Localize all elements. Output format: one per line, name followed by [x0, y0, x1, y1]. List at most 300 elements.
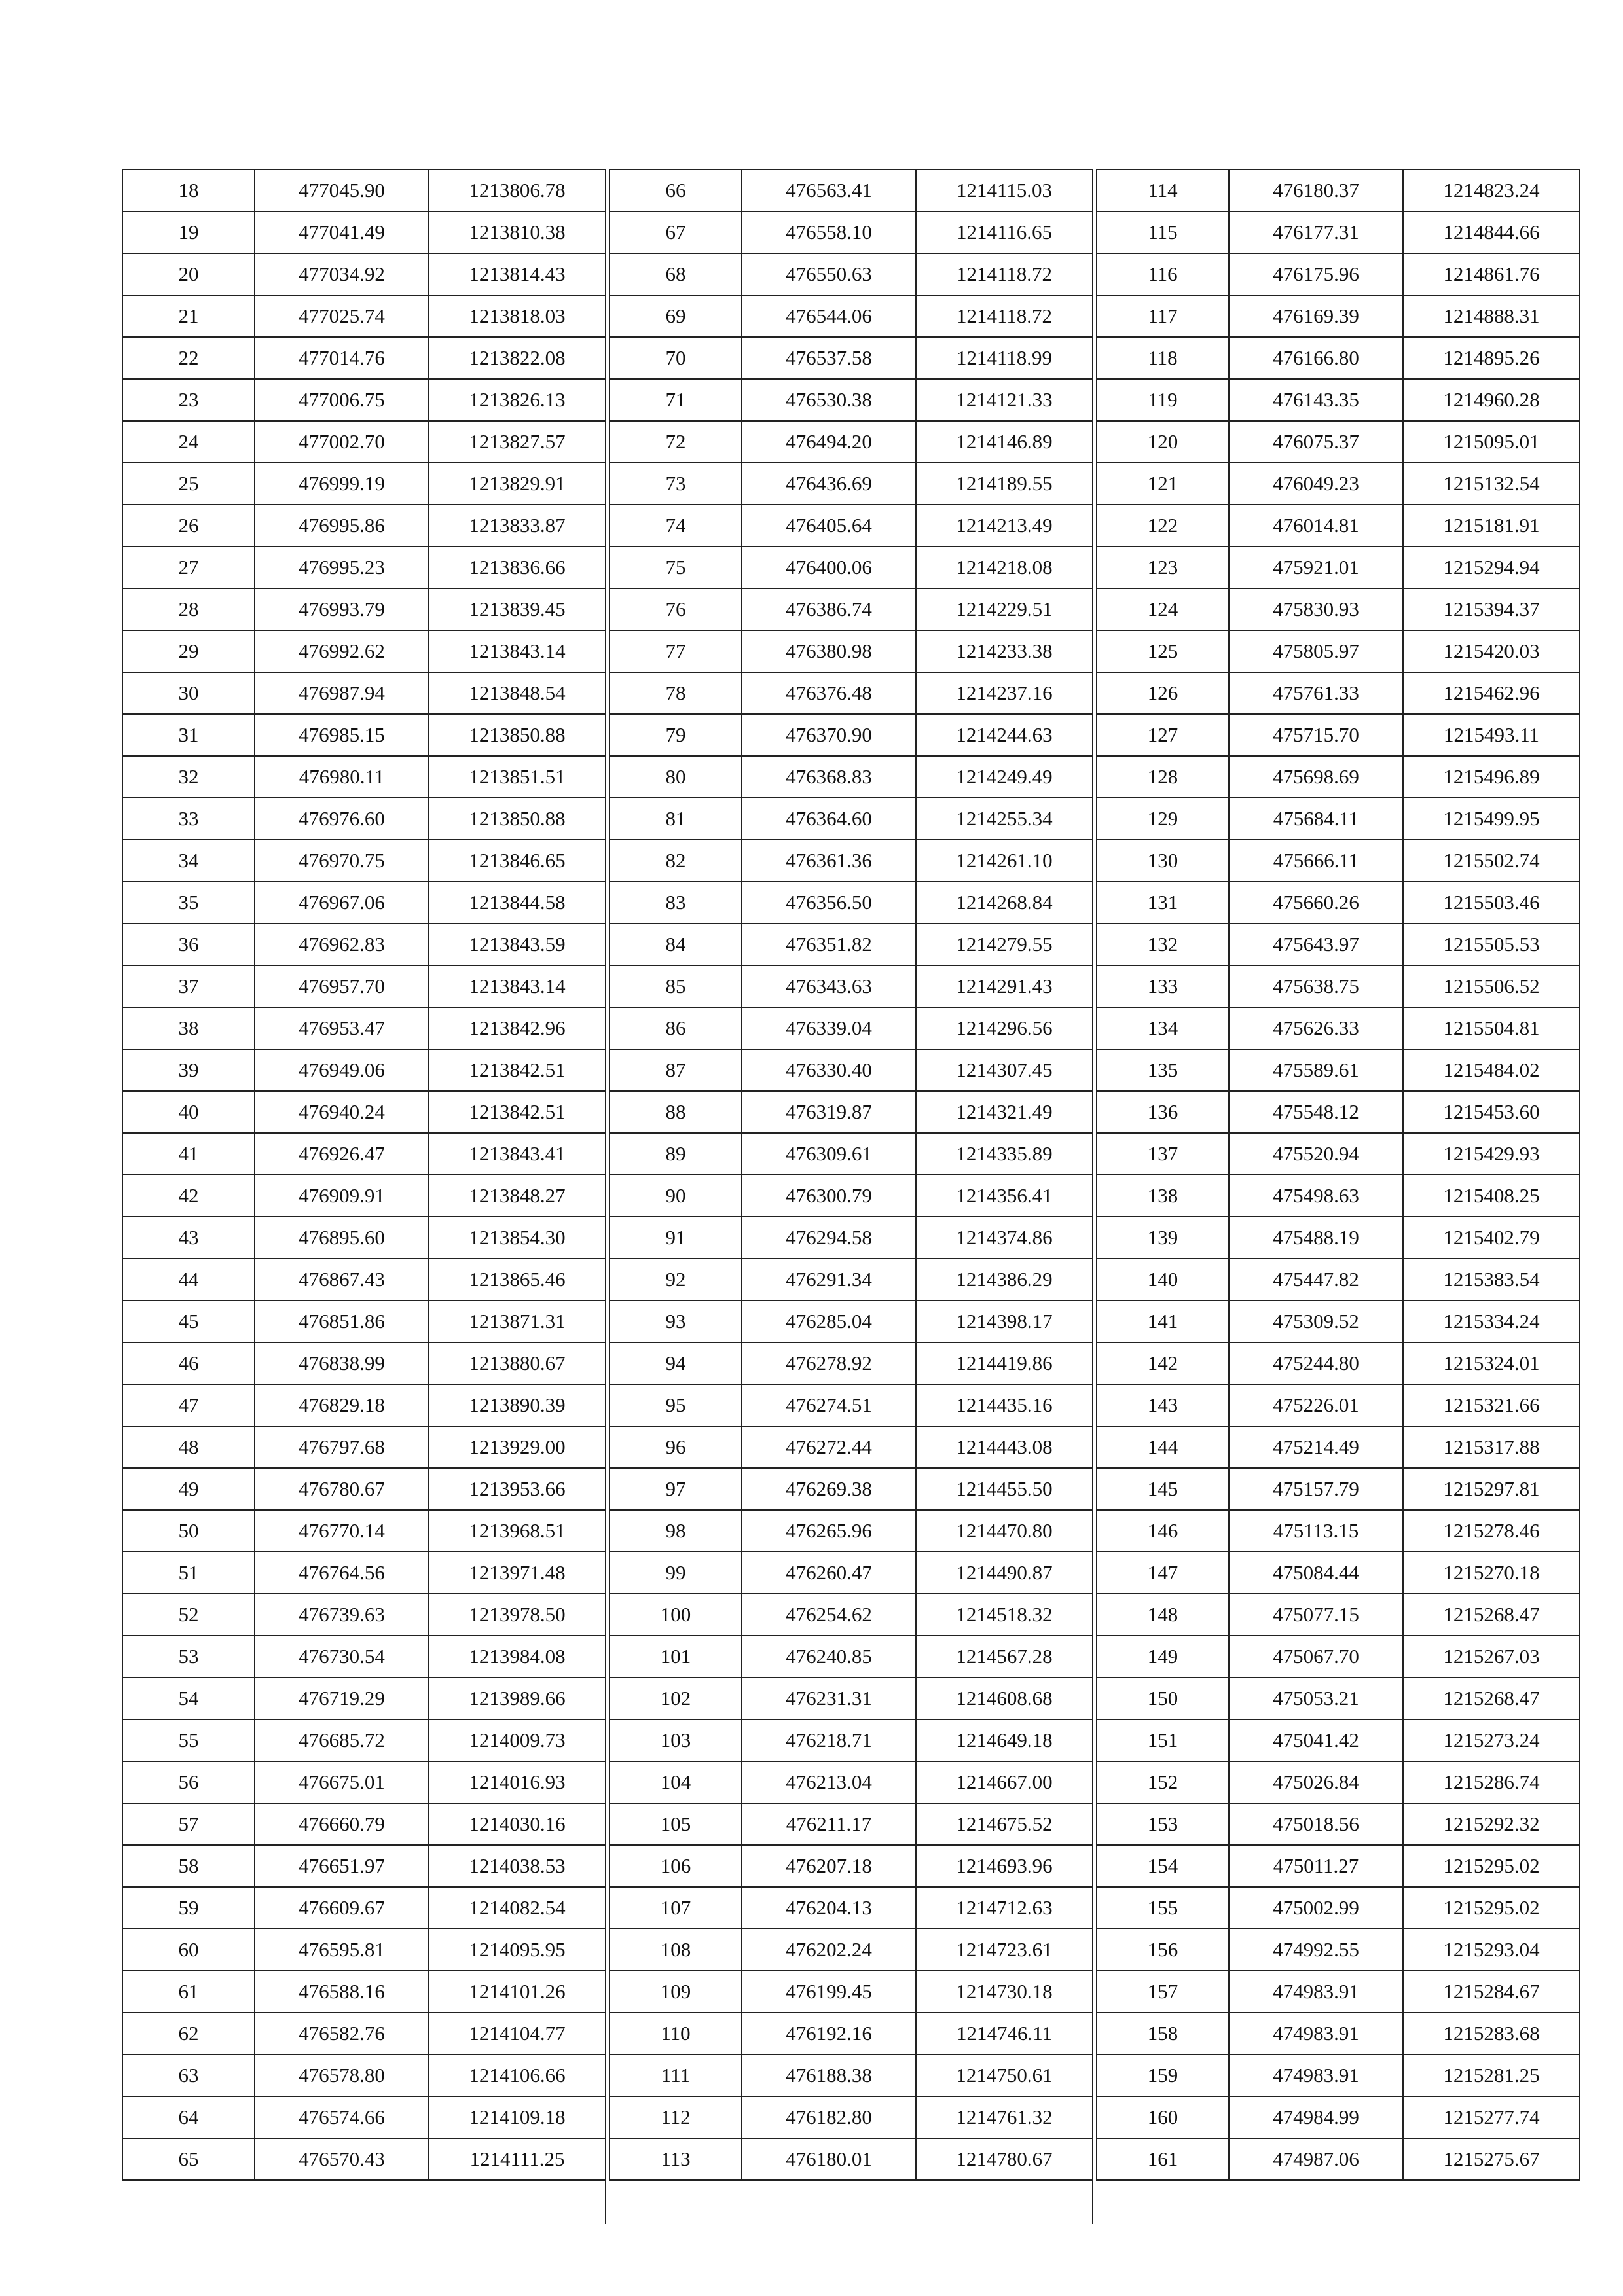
x-coordinate-cell: 474983.91 [1229, 2054, 1403, 2096]
table-row [610, 170, 1093, 211]
y-coordinate-cell: 1215504.81 [1403, 1007, 1580, 1049]
table-row [610, 1384, 1093, 1426]
y-coordinate-cell: 1214608.68 [916, 1677, 1093, 1719]
point-number-cell: 156 [1097, 1929, 1229, 1971]
y-coordinate-cell: 1214321.49 [916, 1091, 1093, 1133]
table-row [610, 1887, 1093, 1929]
x-coordinate-cell: 476343.63 [742, 965, 916, 1007]
point-number-cell: 100 [610, 1594, 742, 1636]
y-coordinate-cell: 1215278.46 [1403, 1510, 1580, 1552]
table-row [610, 714, 1093, 756]
point-number-cell: 29 [122, 630, 255, 672]
y-coordinate-cell: 1213842.51 [429, 1091, 606, 1133]
point-number-cell: 46 [122, 1342, 255, 1384]
y-coordinate-cell: 1215267.03 [1403, 1636, 1580, 1677]
point-number-cell: 38 [122, 1007, 255, 1049]
table-row [122, 882, 606, 924]
table-row [1097, 170, 1580, 211]
table-row [122, 463, 606, 505]
x-coordinate-cell: 476574.66 [255, 2096, 429, 2138]
y-coordinate-cell: 1214435.16 [916, 1384, 1093, 1426]
x-coordinate-cell: 476014.81 [1229, 505, 1403, 547]
point-number-cell: 128 [1097, 756, 1229, 798]
x-coordinate-cell: 476838.99 [255, 1342, 429, 1384]
x-coordinate-cell: 476985.15 [255, 714, 429, 756]
point-number-cell: 72 [610, 421, 742, 463]
y-coordinate-cell: 1214118.72 [916, 295, 1093, 337]
x-coordinate-cell: 476291.34 [742, 1259, 916, 1300]
x-coordinate-cell: 476609.67 [255, 1887, 429, 1929]
x-coordinate-cell: 476436.69 [742, 463, 916, 505]
table-row [1097, 924, 1580, 965]
point-number-cell: 148 [1097, 1594, 1229, 1636]
x-coordinate-cell: 476530.38 [742, 379, 916, 421]
y-coordinate-cell: 1214398.17 [916, 1300, 1093, 1342]
y-coordinate-cell: 1213848.54 [429, 672, 606, 714]
table-row [1097, 1259, 1580, 1300]
point-number-cell: 102 [610, 1677, 742, 1719]
x-coordinate-cell: 477034.92 [255, 253, 429, 295]
x-coordinate-cell: 475214.49 [1229, 1426, 1403, 1468]
x-coordinate-cell: 475113.15 [1229, 1510, 1403, 1552]
point-number-cell: 40 [122, 1091, 255, 1133]
x-coordinate-cell: 476274.51 [742, 1384, 916, 1426]
table-row [610, 1761, 1093, 1803]
table-row [1097, 1091, 1580, 1133]
coordinate-block-2 [609, 169, 1093, 2181]
y-coordinate-cell: 1214268.84 [916, 882, 1093, 924]
y-coordinate-cell: 1215462.96 [1403, 672, 1580, 714]
y-coordinate-cell: 1214104.77 [429, 2013, 606, 2054]
x-coordinate-cell: 476272.44 [742, 1426, 916, 1468]
table-row [610, 1175, 1093, 1217]
x-coordinate-cell: 476895.60 [255, 1217, 429, 1259]
y-coordinate-cell: 1214213.49 [916, 505, 1093, 547]
y-coordinate-cell: 1214374.86 [916, 1217, 1093, 1259]
y-coordinate-cell: 1215095.01 [1403, 421, 1580, 463]
table-row [122, 965, 606, 1007]
y-coordinate-cell: 1214118.99 [916, 337, 1093, 379]
x-coordinate-cell: 476269.38 [742, 1468, 916, 1510]
point-number-cell: 70 [610, 337, 742, 379]
y-coordinate-cell: 1213814.43 [429, 253, 606, 295]
x-coordinate-cell: 476386.74 [742, 588, 916, 630]
x-coordinate-cell: 476967.06 [255, 882, 429, 924]
y-coordinate-cell: 1215420.03 [1403, 630, 1580, 672]
x-coordinate-cell: 475638.75 [1229, 965, 1403, 1007]
table-row [1097, 1510, 1580, 1552]
y-coordinate-cell: 1215505.53 [1403, 924, 1580, 965]
point-number-cell: 161 [1097, 2138, 1229, 2180]
point-number-cell: 79 [610, 714, 742, 756]
x-coordinate-cell: 476330.40 [742, 1049, 916, 1091]
point-number-cell: 23 [122, 379, 255, 421]
x-coordinate-cell: 475589.61 [1229, 1049, 1403, 1091]
y-coordinate-cell: 1214233.38 [916, 630, 1093, 672]
y-coordinate-cell: 1214218.08 [916, 547, 1093, 588]
point-number-cell: 28 [122, 588, 255, 630]
table-row [122, 1342, 606, 1384]
y-coordinate-cell: 1215181.91 [1403, 505, 1580, 547]
table-row [1097, 337, 1580, 379]
y-coordinate-cell: 1215383.54 [1403, 1259, 1580, 1300]
table-row [1097, 463, 1580, 505]
point-number-cell: 109 [610, 1971, 742, 2013]
block-separator [1092, 169, 1093, 2224]
x-coordinate-cell: 476867.43 [255, 1259, 429, 1300]
table-row [1097, 1342, 1580, 1384]
y-coordinate-cell: 1214146.89 [916, 421, 1093, 463]
y-coordinate-cell: 1215270.18 [1403, 1552, 1580, 1594]
y-coordinate-cell: 1214249.49 [916, 756, 1093, 798]
x-coordinate-cell: 476254.62 [742, 1594, 916, 1636]
point-number-cell: 53 [122, 1636, 255, 1677]
y-coordinate-cell: 1214712.63 [916, 1887, 1093, 1929]
point-number-cell: 78 [610, 672, 742, 714]
table-row [1097, 1845, 1580, 1887]
point-number-cell: 133 [1097, 965, 1229, 1007]
y-coordinate-cell: 1214470.80 [916, 1510, 1093, 1552]
table-row [610, 1468, 1093, 1510]
table-row [122, 1049, 606, 1091]
x-coordinate-cell: 476285.04 [742, 1300, 916, 1342]
y-coordinate-cell: 1214356.41 [916, 1175, 1093, 1217]
x-coordinate-cell: 476260.47 [742, 1552, 916, 1594]
y-coordinate-cell: 1214490.87 [916, 1552, 1093, 1594]
point-number-cell: 22 [122, 337, 255, 379]
y-coordinate-cell: 1213890.39 [429, 1384, 606, 1426]
y-coordinate-cell: 1214109.18 [429, 2096, 606, 2138]
x-coordinate-cell: 476143.35 [1229, 379, 1403, 421]
y-coordinate-cell: 1213842.51 [429, 1049, 606, 1091]
table-row [122, 1803, 606, 1845]
table-row [610, 1552, 1093, 1594]
x-coordinate-cell: 476405.64 [742, 505, 916, 547]
y-coordinate-cell: 1214567.28 [916, 1636, 1093, 1677]
x-coordinate-cell: 475498.63 [1229, 1175, 1403, 1217]
x-coordinate-cell: 476202.24 [742, 1929, 916, 1971]
table-row [122, 170, 606, 211]
point-number-cell: 123 [1097, 547, 1229, 588]
table-row [610, 756, 1093, 798]
y-coordinate-cell: 1214861.76 [1403, 253, 1580, 295]
table-row [610, 1971, 1093, 2013]
table-row [122, 1468, 606, 1510]
point-number-cell: 92 [610, 1259, 742, 1300]
point-number-cell: 129 [1097, 798, 1229, 840]
y-coordinate-cell: 1213843.14 [429, 630, 606, 672]
x-coordinate-cell: 476240.85 [742, 1636, 916, 1677]
point-number-cell: 43 [122, 1217, 255, 1259]
point-number-cell: 130 [1097, 840, 1229, 882]
y-coordinate-cell: 1215268.47 [1403, 1677, 1580, 1719]
table-row [1097, 1384, 1580, 1426]
table-row [122, 798, 606, 840]
table-row [1097, 547, 1580, 588]
x-coordinate-cell: 476563.41 [742, 170, 916, 211]
point-number-cell: 41 [122, 1133, 255, 1175]
table-row [610, 882, 1093, 924]
y-coordinate-cell: 1214649.18 [916, 1719, 1093, 1761]
x-coordinate-cell: 476265.96 [742, 1510, 916, 1552]
table-row [122, 505, 606, 547]
x-coordinate-cell: 477002.70 [255, 421, 429, 463]
x-coordinate-cell: 476995.23 [255, 547, 429, 588]
x-coordinate-cell: 476294.58 [742, 1217, 916, 1259]
point-number-cell: 71 [610, 379, 742, 421]
y-coordinate-cell: 1215281.25 [1403, 2054, 1580, 2096]
x-coordinate-cell: 476351.82 [742, 924, 916, 965]
table-row [122, 588, 606, 630]
y-coordinate-cell: 1213843.59 [429, 924, 606, 965]
x-coordinate-cell: 476992.62 [255, 630, 429, 672]
x-coordinate-cell: 476926.47 [255, 1133, 429, 1175]
table-row [122, 630, 606, 672]
table-row [610, 1594, 1093, 1636]
y-coordinate-cell: 1214750.61 [916, 2054, 1093, 2096]
x-coordinate-cell: 476685.72 [255, 1719, 429, 1761]
y-coordinate-cell: 1214255.34 [916, 798, 1093, 840]
table-row [122, 1971, 606, 2013]
x-coordinate-cell: 476278.92 [742, 1342, 916, 1384]
point-number-cell: 124 [1097, 588, 1229, 630]
x-coordinate-cell: 476949.06 [255, 1049, 429, 1091]
point-number-cell: 73 [610, 463, 742, 505]
point-number-cell: 85 [610, 965, 742, 1007]
y-coordinate-cell: 1214115.03 [916, 170, 1093, 211]
point-number-cell: 62 [122, 2013, 255, 2054]
table-row [610, 588, 1093, 630]
table-row [610, 1719, 1093, 1761]
point-number-cell: 52 [122, 1594, 255, 1636]
y-coordinate-cell: 1215297.81 [1403, 1468, 1580, 1510]
point-number-cell: 60 [122, 1929, 255, 1971]
y-coordinate-cell: 1213806.78 [429, 170, 606, 211]
point-number-cell: 86 [610, 1007, 742, 1049]
point-number-cell: 34 [122, 840, 255, 882]
y-coordinate-cell: 1213968.51 [429, 1510, 606, 1552]
x-coordinate-cell: 476204.13 [742, 1887, 916, 1929]
table-row [610, 337, 1093, 379]
table-row [610, 1929, 1093, 1971]
table-row [1097, 1803, 1580, 1845]
point-number-cell: 132 [1097, 924, 1229, 965]
x-coordinate-cell: 475244.80 [1229, 1342, 1403, 1384]
x-coordinate-cell: 475226.01 [1229, 1384, 1403, 1426]
x-coordinate-cell: 476180.01 [742, 2138, 916, 2180]
y-coordinate-cell: 1215493.11 [1403, 714, 1580, 756]
y-coordinate-cell: 1213871.31 [429, 1300, 606, 1342]
y-coordinate-cell: 1213843.14 [429, 965, 606, 1007]
x-coordinate-cell: 476999.19 [255, 463, 429, 505]
table-row [1097, 1887, 1580, 1929]
x-coordinate-cell: 476544.06 [742, 295, 916, 337]
table-row [122, 756, 606, 798]
table-row [122, 1510, 606, 1552]
x-coordinate-cell: 476829.18 [255, 1384, 429, 1426]
point-number-cell: 21 [122, 295, 255, 337]
y-coordinate-cell: 1213842.96 [429, 1007, 606, 1049]
point-number-cell: 33 [122, 798, 255, 840]
point-number-cell: 113 [610, 2138, 742, 2180]
table-row [1097, 1761, 1580, 1803]
table-row [610, 253, 1093, 295]
point-number-cell: 140 [1097, 1259, 1229, 1300]
y-coordinate-cell: 1213978.50 [429, 1594, 606, 1636]
table-row [1097, 1552, 1580, 1594]
y-coordinate-cell: 1215294.94 [1403, 547, 1580, 588]
x-coordinate-cell: 474983.91 [1229, 2013, 1403, 2054]
x-coordinate-cell: 475018.56 [1229, 1803, 1403, 1845]
point-number-cell: 125 [1097, 630, 1229, 672]
x-coordinate-cell: 476211.17 [742, 1803, 916, 1845]
point-number-cell: 105 [610, 1803, 742, 1845]
y-coordinate-cell: 1213848.27 [429, 1175, 606, 1217]
table-row [1097, 1426, 1580, 1468]
x-coordinate-cell: 476739.63 [255, 1594, 429, 1636]
table-row [122, 1677, 606, 1719]
y-coordinate-cell: 1214335.89 [916, 1133, 1093, 1175]
point-number-cell: 42 [122, 1175, 255, 1217]
table-row [1097, 672, 1580, 714]
point-number-cell: 57 [122, 1803, 255, 1845]
table-row [610, 295, 1093, 337]
point-number-cell: 44 [122, 1259, 255, 1300]
x-coordinate-cell: 476494.20 [742, 421, 916, 463]
x-coordinate-cell: 475053.21 [1229, 1677, 1403, 1719]
y-coordinate-cell: 1213953.66 [429, 1468, 606, 1510]
y-coordinate-cell: 1214016.93 [429, 1761, 606, 1803]
y-coordinate-cell: 1214189.55 [916, 463, 1093, 505]
x-coordinate-cell: 476558.10 [742, 211, 916, 253]
y-coordinate-cell: 1215283.68 [1403, 2013, 1580, 2054]
x-coordinate-cell: 475447.82 [1229, 1259, 1403, 1300]
point-number-cell: 96 [610, 1426, 742, 1468]
x-coordinate-cell: 476976.60 [255, 798, 429, 840]
table-row [610, 1259, 1093, 1300]
point-number-cell: 116 [1097, 253, 1229, 295]
table-row [1097, 295, 1580, 337]
x-coordinate-cell: 475309.52 [1229, 1300, 1403, 1342]
table-row [122, 1091, 606, 1133]
x-coordinate-cell: 476995.86 [255, 505, 429, 547]
point-number-cell: 110 [610, 2013, 742, 2054]
x-coordinate-cell: 476177.31 [1229, 211, 1403, 253]
x-coordinate-cell: 476660.79 [255, 1803, 429, 1845]
table-row [1097, 798, 1580, 840]
table-row [610, 2138, 1093, 2180]
y-coordinate-cell: 1213854.30 [429, 1217, 606, 1259]
y-coordinate-cell: 1214667.00 [916, 1761, 1093, 1803]
x-coordinate-cell: 476376.48 [742, 672, 916, 714]
x-coordinate-cell: 476300.79 [742, 1175, 916, 1217]
point-number-cell: 126 [1097, 672, 1229, 714]
y-coordinate-cell: 1214111.25 [429, 2138, 606, 2180]
y-coordinate-cell: 1213833.87 [429, 505, 606, 547]
y-coordinate-cell: 1214518.32 [916, 1594, 1093, 1636]
y-coordinate-cell: 1215429.93 [1403, 1133, 1580, 1175]
y-coordinate-cell: 1215295.02 [1403, 1845, 1580, 1887]
point-number-cell: 152 [1097, 1761, 1229, 1803]
y-coordinate-cell: 1214106.66 [429, 2054, 606, 2096]
table-row [1097, 253, 1580, 295]
table-row [1097, 2054, 1580, 2096]
point-number-cell: 122 [1097, 505, 1229, 547]
y-coordinate-cell: 1214723.61 [916, 1929, 1093, 1971]
y-coordinate-cell: 1215408.25 [1403, 1175, 1580, 1217]
x-coordinate-cell: 476207.18 [742, 1845, 916, 1887]
y-coordinate-cell: 1213850.88 [429, 714, 606, 756]
table-row [610, 924, 1093, 965]
point-number-cell: 31 [122, 714, 255, 756]
table-row [122, 1300, 606, 1342]
table-row [122, 924, 606, 965]
point-number-cell: 154 [1097, 1845, 1229, 1887]
x-coordinate-cell: 476940.24 [255, 1091, 429, 1133]
point-number-cell: 39 [122, 1049, 255, 1091]
table-row [122, 337, 606, 379]
y-coordinate-cell: 1214419.86 [916, 1342, 1093, 1384]
point-number-cell: 88 [610, 1091, 742, 1133]
y-coordinate-cell: 1214116.65 [916, 211, 1093, 253]
point-number-cell: 131 [1097, 882, 1229, 924]
table-row [610, 1677, 1093, 1719]
y-coordinate-cell: 1215273.24 [1403, 1719, 1580, 1761]
table-row [1097, 379, 1580, 421]
y-coordinate-cell: 1214038.53 [429, 1845, 606, 1887]
x-coordinate-cell: 476199.45 [742, 1971, 916, 2013]
point-number-cell: 157 [1097, 1971, 1229, 2013]
table-row [610, 379, 1093, 421]
table-row [1097, 1719, 1580, 1761]
point-number-cell: 77 [610, 630, 742, 672]
point-number-cell: 139 [1097, 1217, 1229, 1259]
table-row [1097, 1007, 1580, 1049]
table-row [1097, 840, 1580, 882]
point-number-cell: 35 [122, 882, 255, 924]
x-coordinate-cell: 476780.67 [255, 1468, 429, 1510]
point-number-cell: 30 [122, 672, 255, 714]
x-coordinate-cell: 477041.49 [255, 211, 429, 253]
point-number-cell: 82 [610, 840, 742, 882]
y-coordinate-cell: 1214296.56 [916, 1007, 1093, 1049]
y-coordinate-cell: 1214780.67 [916, 2138, 1093, 2180]
table-row [122, 253, 606, 295]
x-coordinate-cell: 475077.15 [1229, 1594, 1403, 1636]
table-row [122, 1133, 606, 1175]
point-number-cell: 49 [122, 1468, 255, 1510]
table-row [122, 672, 606, 714]
table-row [1097, 1175, 1580, 1217]
point-number-cell: 151 [1097, 1719, 1229, 1761]
x-coordinate-cell: 477025.74 [255, 295, 429, 337]
table-row [122, 1761, 606, 1803]
y-coordinate-cell: 1214237.16 [916, 672, 1093, 714]
point-number-cell: 26 [122, 505, 255, 547]
point-number-cell: 146 [1097, 1510, 1229, 1552]
y-coordinate-cell: 1215334.24 [1403, 1300, 1580, 1342]
table-row [122, 1259, 606, 1300]
point-number-cell: 103 [610, 1719, 742, 1761]
point-number-cell: 61 [122, 1971, 255, 2013]
x-coordinate-cell: 475684.11 [1229, 798, 1403, 840]
x-coordinate-cell: 475660.26 [1229, 882, 1403, 924]
x-coordinate-cell: 476166.80 [1229, 337, 1403, 379]
x-coordinate-cell: 476582.76 [255, 2013, 429, 2054]
table-row [122, 1426, 606, 1468]
table-row [610, 1510, 1093, 1552]
table-row [122, 1719, 606, 1761]
